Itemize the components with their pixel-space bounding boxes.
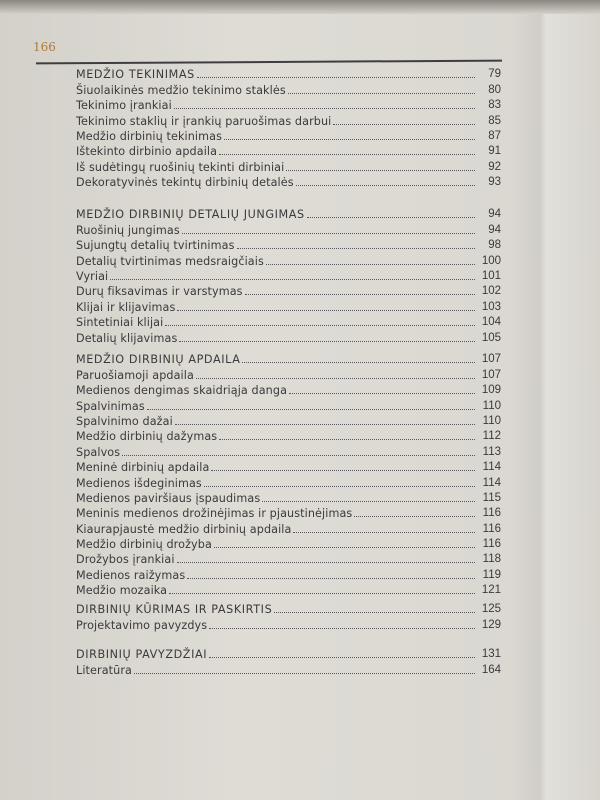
toc-entry — [76, 283, 501, 298]
header-rule — [36, 60, 502, 64]
toc-entry — [76, 505, 501, 520]
entry-title: Medienos paviršiaus įspaudimas — [76, 491, 261, 505]
dot-leader — [209, 628, 475, 629]
dot-leader — [262, 501, 475, 502]
entry-page-number: 87 — [488, 129, 501, 142]
toc-entry — [76, 428, 501, 443]
toc-entry — [76, 413, 501, 428]
dot-leader — [296, 185, 475, 186]
dot-leader — [177, 562, 475, 563]
entry-page-number: 113 — [482, 445, 501, 458]
toc-entry — [76, 314, 501, 329]
entry-title: Spalvinimo dažai — [76, 414, 173, 428]
entry-title: Tekinimo staklių ir įrankių paruošimas darbui — [76, 114, 332, 128]
dot-leader — [197, 77, 475, 78]
dot-leader — [110, 279, 475, 280]
entry-title: Detalių tvirtinimas medsraigčiais — [76, 254, 264, 268]
dot-leader — [242, 362, 475, 363]
toc-entry — [76, 474, 501, 489]
entry-page-number: 104 — [481, 316, 501, 329]
entry-page-number: 102 — [481, 285, 501, 298]
dot-leader — [266, 264, 475, 265]
dot-leader — [179, 341, 475, 342]
toc-entry — [76, 97, 501, 112]
toc-section — [76, 66, 501, 189]
dot-leader — [288, 93, 475, 94]
toc-entry — [76, 128, 501, 143]
toc-entry — [76, 443, 501, 458]
entry-page-number: 125 — [481, 603, 501, 616]
entry-title: MEDŽIO DIRBINIŲ APDAILA — [76, 353, 241, 367]
entry-title: Spalvinimas — [76, 399, 145, 413]
entry-title: Sintetiniai klijai — [76, 316, 164, 330]
entry-page-number: 109 — [481, 384, 501, 397]
dot-leader — [274, 612, 475, 613]
entry-page-number: 114 — [482, 476, 501, 489]
entry-page-number: 129 — [481, 618, 501, 631]
dot-leader — [333, 124, 475, 125]
entry-title: MEDŽIO TEKINIMAS — [76, 68, 195, 82]
entry-page-number: 100 — [481, 254, 501, 267]
entry-page-number: 110 — [482, 399, 501, 412]
entry-title: Medžio dirbinių dažymas — [76, 430, 218, 444]
toc-entry — [76, 366, 501, 381]
toc-section — [76, 351, 501, 597]
dot-leader — [211, 470, 475, 471]
toc-entry — [76, 616, 501, 631]
dot-leader — [293, 532, 475, 533]
toc-chapter-heading — [76, 206, 501, 221]
entry-title: Meninė dirbinių apdaila — [76, 461, 210, 475]
dot-leader — [286, 170, 475, 171]
entry-page-number: 116 — [482, 538, 501, 551]
dot-leader — [245, 294, 475, 295]
entry-page-number: 93 — [488, 176, 501, 189]
dot-leader — [122, 455, 475, 456]
dot-leader — [204, 486, 475, 487]
entry-page-number: 80 — [488, 83, 501, 96]
entry-page-number: 94 — [488, 208, 501, 221]
entry-page-number: 164 — [481, 663, 501, 676]
entry-title: Medžio mozaika — [76, 584, 168, 598]
toc-entry — [76, 143, 501, 158]
toc-section — [76, 601, 501, 632]
toc-entry — [76, 221, 501, 236]
toc-entry — [76, 382, 501, 397]
toc-entry — [76, 459, 501, 474]
toc-entry — [76, 237, 501, 252]
entry-title: DIRBINIŲ PAVYZDŽIAI — [76, 648, 208, 662]
dot-leader — [209, 657, 475, 658]
dot-leader — [307, 217, 475, 218]
toc-entry — [76, 174, 501, 189]
dot-leader — [169, 593, 475, 594]
toc-entry — [76, 158, 501, 173]
dot-leader — [219, 439, 475, 440]
dot-leader — [182, 233, 475, 234]
toc-section — [76, 646, 501, 677]
entry-title: Klijai ir klijavimas — [76, 300, 176, 314]
dot-leader — [196, 378, 475, 379]
entry-title: Meninis medienos drožinėjimas ir pjaustinėjimas — [76, 507, 353, 521]
entry-title: Medžio dirbinių tekinimas — [76, 129, 223, 143]
toc-section — [76, 206, 501, 345]
entry-page-number: 101 — [481, 269, 501, 282]
entry-page-number: 107 — [481, 353, 501, 366]
dot-leader — [175, 424, 475, 425]
entry-page-number: 112 — [482, 430, 501, 443]
toc-chapter-heading — [76, 601, 501, 616]
dot-leader — [354, 516, 475, 517]
entry-title: Detalių klijavimas — [76, 331, 178, 345]
toc-chapter-heading — [76, 646, 501, 661]
entry-title: DIRBINIŲ KŪRIMAS IR PASKIRTIS — [76, 603, 273, 617]
dot-leader — [237, 248, 476, 249]
entry-title: Medienos raižymas — [76, 568, 186, 582]
dot-leader — [224, 139, 475, 140]
toc-chapter-heading — [76, 351, 501, 366]
dot-leader — [134, 673, 475, 674]
entry-title: Durų fiksavimas ir varstymas — [76, 285, 243, 299]
entry-title: Paruošiamoji apdaila — [76, 368, 194, 382]
page-top-shadow — [0, 0, 600, 14]
entry-page-number: 119 — [482, 568, 501, 581]
page-number: 166 — [33, 40, 56, 54]
entry-page-number: 83 — [488, 99, 501, 112]
toc-entry — [76, 582, 501, 597]
dot-leader — [174, 108, 475, 109]
entry-title: MEDŽIO DIRBINIŲ DETALIŲ JUNGIMAS — [76, 208, 305, 222]
toc-entry — [76, 566, 501, 581]
entry-page-number: 103 — [481, 300, 501, 313]
entry-page-number: 116 — [482, 507, 501, 520]
entry-page-number: 98 — [488, 239, 501, 252]
toc-chapter-heading — [76, 66, 501, 81]
entry-page-number: 107 — [481, 368, 501, 381]
dot-leader — [289, 393, 475, 394]
toc-entry — [76, 298, 501, 313]
toc-entry — [76, 252, 501, 267]
entry-title: Projektavimo pavyzdys — [76, 618, 208, 632]
entry-title: Šiuolaikinės medžio tekinimo staklės — [76, 83, 286, 97]
entry-page-number: 91 — [488, 145, 501, 158]
entry-page-number: 85 — [488, 114, 501, 127]
entry-title: Medžio dirbinių drožyba — [76, 538, 212, 552]
toc-entry — [76, 81, 501, 96]
entry-page-number: 110 — [482, 414, 501, 427]
entry-title: Drožybos įrankiai — [76, 553, 175, 567]
toc-entry — [76, 536, 501, 551]
entry-title: Dekoratyvinės tekintų dirbinių detalės — [76, 176, 294, 190]
toc-entry — [76, 329, 501, 344]
dot-leader — [187, 578, 475, 579]
entry-page-number: 105 — [481, 331, 501, 344]
entry-title: Medienos dengimas skaidriąja danga — [76, 384, 288, 398]
dot-leader — [177, 310, 475, 311]
entry-title: Literatūra — [76, 663, 132, 677]
entry-page-number: 131 — [481, 648, 501, 661]
entry-page-number: 92 — [488, 160, 501, 173]
entry-page-number: 115 — [482, 491, 501, 504]
dot-leader — [147, 409, 475, 410]
toc-entry — [76, 490, 501, 505]
entry-title: Sujungtų detalių tvirtinimas — [76, 239, 235, 253]
toc-entry — [76, 397, 501, 412]
entry-page-number: 116 — [482, 522, 501, 535]
entry-title: Ruošinių jungimas — [76, 223, 180, 237]
entry-page-number: 121 — [481, 584, 501, 597]
entry-title: Vyriai — [76, 269, 109, 283]
entry-page-number: 94 — [488, 223, 501, 236]
entry-title: Kiaurapjaustė medžio dirbinių apdaila — [76, 522, 292, 536]
toc-entry — [76, 520, 501, 535]
toc-entry — [76, 268, 501, 283]
toc-entry — [76, 661, 501, 676]
entry-title: Tekinimo įrankiai — [76, 99, 172, 113]
entry-page-number: 79 — [488, 68, 501, 81]
dot-leader — [219, 154, 475, 155]
entry-title: Spalvos — [76, 445, 121, 459]
entry-title: Iš sudėtingų ruošinių tekinti dirbiniai — [76, 160, 285, 174]
entry-page-number: 114 — [482, 461, 501, 474]
entry-page-number: 118 — [482, 553, 501, 566]
entry-title: Ištekinto dirbinio apdaila — [76, 145, 218, 159]
dot-leader — [165, 325, 475, 326]
toc-entry — [76, 551, 501, 566]
entry-title: Medienos išdeginimas — [76, 476, 202, 490]
toc-entry — [76, 112, 501, 127]
dot-leader — [214, 547, 475, 548]
